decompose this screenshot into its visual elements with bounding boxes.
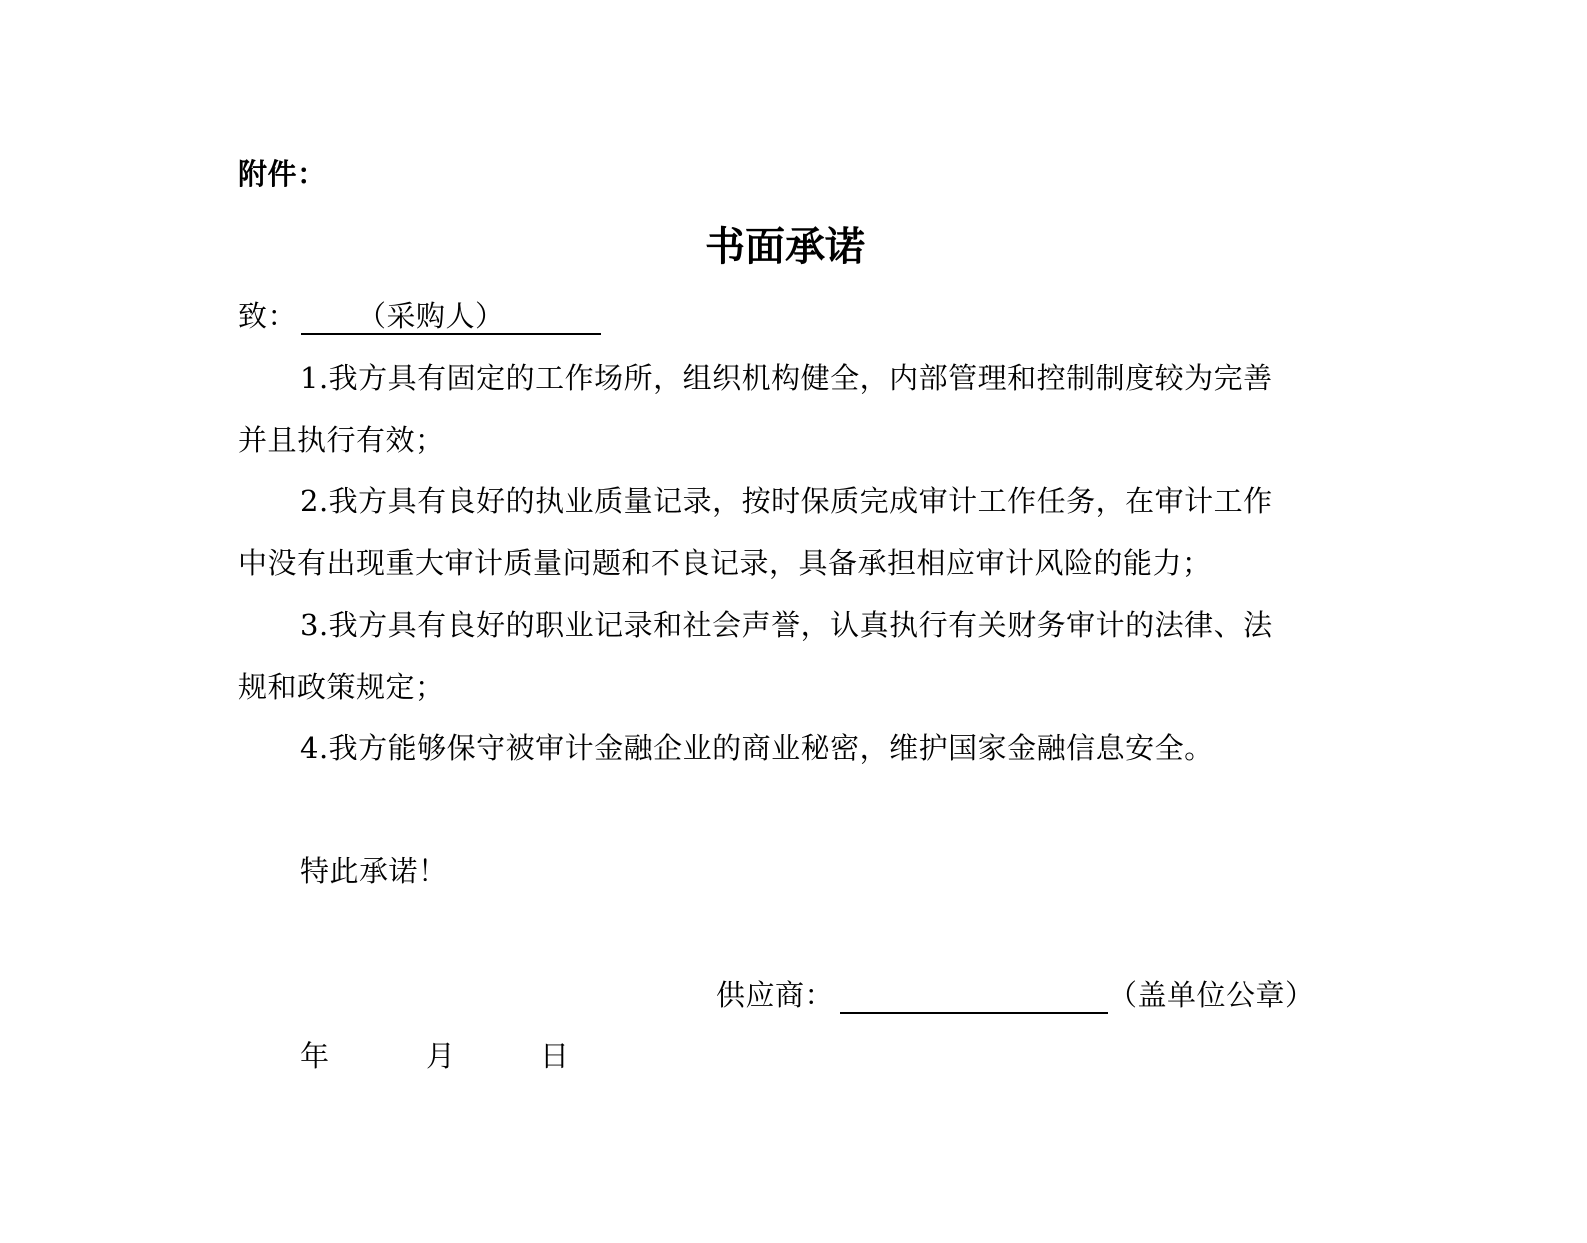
supplier-blank [840, 978, 1108, 1014]
recipient-placeholder: （采购人） [357, 299, 505, 333]
item-3-line-1: 3.我方具有良好的职业记录和社会声誉，认真执行有关财务审计的法律、法 [300, 608, 1273, 642]
supplier-label: 供应商： [716, 978, 835, 1012]
item-2-line-1: 2.我方具有良好的执业质量记录，按时保质完成审计工作任务，在审计工作 [300, 484, 1273, 518]
date-day: 日 [540, 1039, 570, 1073]
item-1-line-1: 1.我方具有固定的工作场所，组织机构健全，内部管理和控制制度较为完善 [300, 361, 1273, 395]
recipient-blank [301, 299, 601, 335]
date-year: 年 [300, 1039, 330, 1073]
closing-statement: 特此承诺！ [300, 854, 448, 888]
item-3-line-2: 规和政策规定； [238, 670, 445, 704]
item-4-line-1: 4.我方能够保守被审计金融企业的商业秘密，维护国家金融信息安全。 [300, 731, 1214, 765]
supplier-line [716, 977, 1315, 1014]
recipient-line [238, 298, 601, 335]
seal-note: （盖单位公章） [1108, 978, 1315, 1012]
date-month: 月 [426, 1039, 456, 1073]
document-title: 书面承诺 [705, 223, 865, 270]
item-2-line-2: 中没有出现重大审计质量问题和不良记录，具备承担相应审计风险的能力； [238, 546, 1212, 580]
attachment-label: 附件： [238, 157, 327, 191]
to-label: 致： [238, 299, 298, 333]
item-1-line-2: 并且执行有效； [238, 423, 445, 457]
